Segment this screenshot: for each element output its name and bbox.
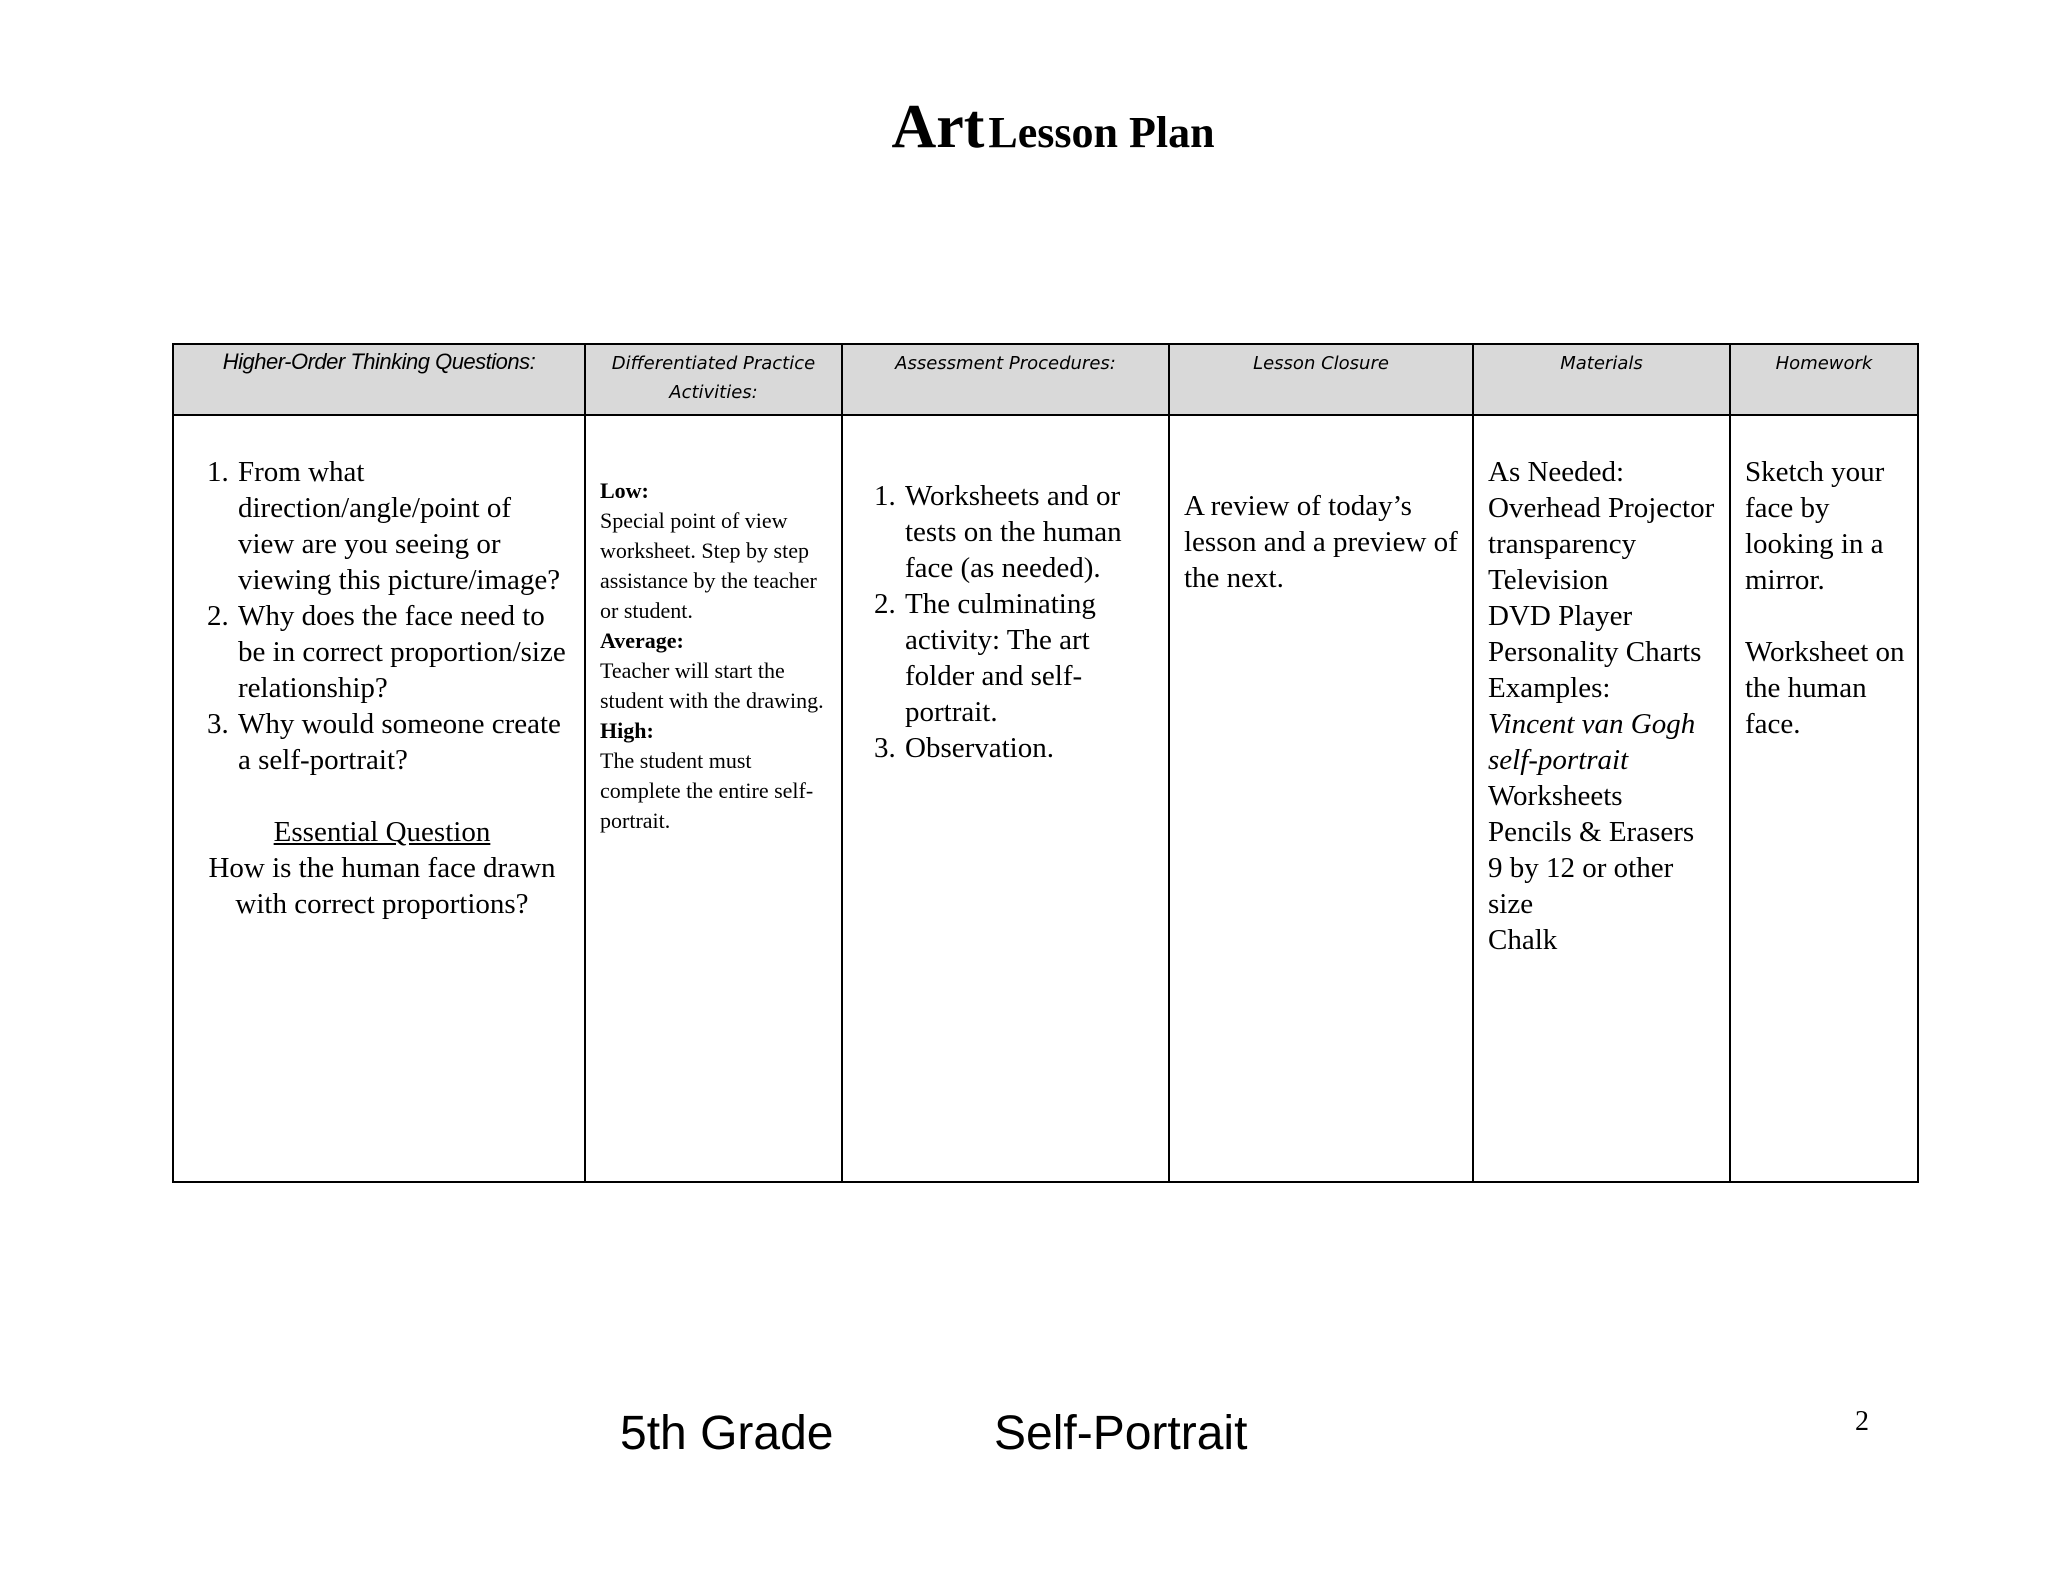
homework-item: Worksheet on the human face.	[1745, 636, 1905, 740]
header-higher-order-questions: Higher-Order Thinking Questions:	[173, 344, 585, 415]
practice-high-text: The student must complete the entire self-portrait.	[600, 748, 814, 833]
table-header-row	[173, 344, 1918, 415]
practice-high-label: High:	[600, 718, 654, 743]
materials-item: DVD Player	[1488, 600, 1633, 632]
question-item: 3. Why would someone create a self-portrait?	[236, 706, 574, 778]
assessment-item: 1. Worksheets and or tests on the human face (as needed).	[903, 478, 1158, 586]
essential-question-block	[190, 814, 574, 922]
materials-item: Worksheets	[1488, 780, 1623, 812]
materials-cell	[1473, 415, 1730, 1182]
essential-question-text: How is the human face drawn with correct proportions?	[208, 852, 556, 920]
closure-cell	[1169, 415, 1473, 1182]
questions-cell	[173, 415, 585, 1182]
questions-list	[190, 454, 574, 778]
footer-topic: Self-Portrait	[994, 1407, 1248, 1460]
practice-average-label: Average:	[600, 628, 684, 653]
materials-item: Overhead Projector transparency	[1488, 492, 1715, 560]
page-number: 2	[1855, 1406, 1869, 1437]
header-materials: Materials	[1473, 344, 1730, 415]
materials-item: As Needed:	[1488, 456, 1625, 488]
footer-grade: 5th Grade	[620, 1407, 834, 1460]
practice-low-label: Low:	[600, 478, 649, 503]
materials-item: Examples:	[1488, 672, 1611, 704]
homework-item: Sketch your face by looking in a mirror.	[1745, 456, 1885, 596]
question-item: 1. From what direction/angle/point of view are you seeing or viewing this picture/image?	[236, 454, 574, 598]
materials-item: Pencils & Erasers	[1488, 816, 1695, 848]
assessment-item: 3. Observation.	[903, 730, 1158, 766]
header-lesson-closure: Lesson Closure	[1169, 344, 1473, 415]
homework-cell	[1730, 415, 1918, 1182]
materials-item: Television	[1488, 564, 1609, 596]
materials-item: Chalk	[1488, 924, 1558, 956]
header-assessment-procedures: Assessment Procedures:	[842, 344, 1169, 415]
header-differentiated-practice: Differentiated Practice Activities:	[585, 344, 842, 415]
materials-item: 9 by 12 or other size	[1488, 852, 1674, 920]
page-title	[0, 92, 2048, 163]
essential-question-label: Essential Question	[273, 816, 491, 848]
closure-text: A review of today’s lesson and a preview of the next.	[1184, 490, 1458, 594]
materials-item-example: Vincent van Gogh self-portrait	[1488, 708, 1696, 776]
header-homework: Homework	[1730, 344, 1918, 415]
title-subject: Art	[891, 93, 985, 161]
practice-cell	[585, 415, 842, 1182]
title-suffix: Lesson Plan	[988, 108, 1215, 157]
lesson-plan-table	[172, 343, 1919, 1183]
practice-average-text: Teacher will start the student with the drawing.	[600, 658, 824, 713]
practice-low-text: Special point of view worksheet. Step by step assistance by the teacher or student.	[600, 508, 817, 623]
materials-item: Personality Charts	[1488, 636, 1702, 668]
question-item: 2. Why does the face need to be in correct proportion/size relationship?	[236, 598, 574, 706]
assessment-cell	[842, 415, 1169, 1182]
table-row	[173, 415, 1918, 1182]
assessment-list	[857, 478, 1158, 766]
assessment-item: 2. The culminating activity: The art folder and self-portrait.	[903, 586, 1158, 730]
